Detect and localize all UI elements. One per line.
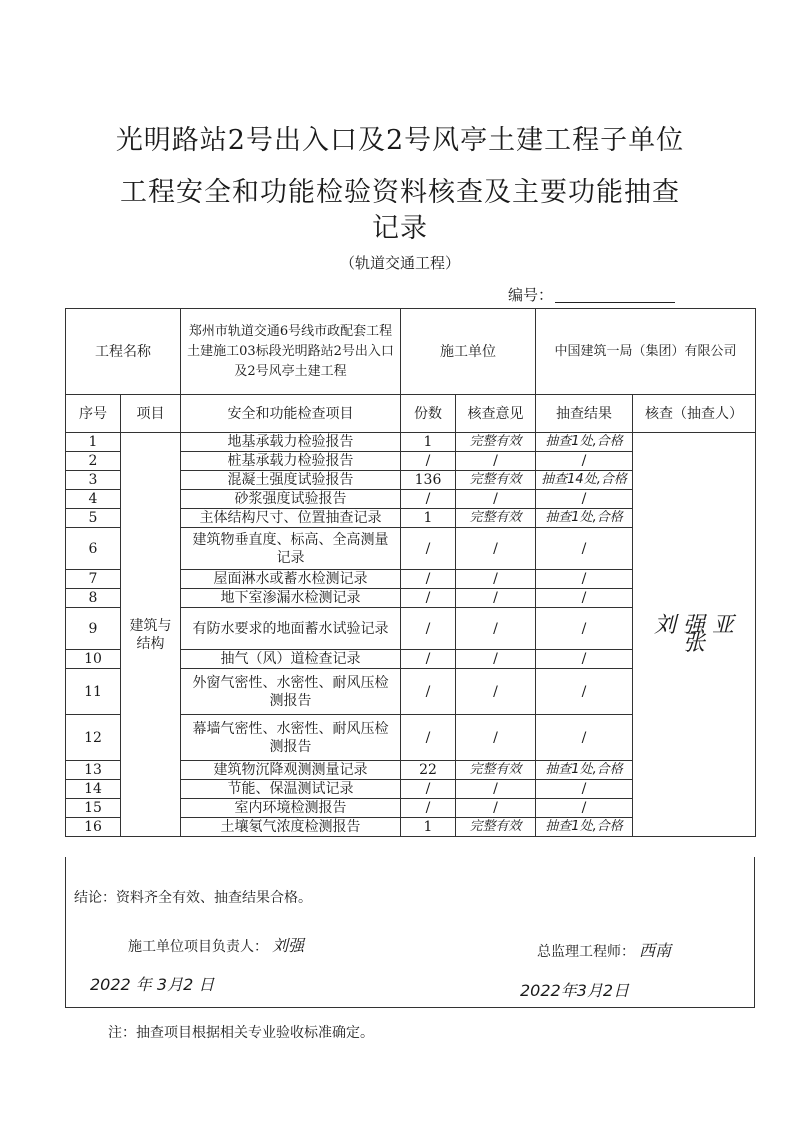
row-copies: / [401, 452, 456, 471]
row-opinion: / [456, 570, 536, 589]
row-check-item: 外窗气密性、水密性、耐风压检测报告 [181, 669, 401, 715]
row-check-item: 砂浆强度试验报告 [181, 490, 401, 509]
row-check-item: 地下室渗漏水检测记录 [181, 589, 401, 608]
category-cell: 建筑与结构 [121, 433, 181, 837]
project-name-label: 工程名称 [66, 309, 181, 395]
row-seq: 9 [66, 608, 121, 650]
row-seq: 2 [66, 452, 121, 471]
row-seq: 12 [66, 715, 121, 761]
header-check-item: 安全和功能检查项目 [181, 395, 401, 433]
row-result: / [536, 799, 633, 818]
row-check-item: 建筑物沉降观测测量记录 [181, 761, 401, 780]
row-opinion: / [456, 452, 536, 471]
row-seq: 5 [66, 509, 121, 528]
header-seq: 序号 [66, 395, 121, 433]
row-opinion: / [456, 589, 536, 608]
row-opinion: 完整有效 [456, 761, 536, 780]
row-result: / [536, 570, 633, 589]
row-opinion: / [456, 608, 536, 650]
row-seq: 7 [66, 570, 121, 589]
row-result: / [536, 490, 633, 509]
row-seq: 16 [66, 818, 121, 837]
row-seq: 6 [66, 528, 121, 570]
row-copies: / [401, 570, 456, 589]
row-copies: 1 [401, 433, 456, 452]
contractor-signature: 刘强 [272, 936, 305, 955]
row-result: / [536, 452, 633, 471]
row-result: / [536, 528, 633, 570]
row-result: 抽查1处,合格 [536, 818, 633, 837]
supervisor-signature: 西南 [639, 941, 672, 960]
row-opinion: / [456, 650, 536, 669]
footnote: 注：抽查项目根据相关专业验收标准确定。 [108, 1025, 374, 1041]
row-check-item: 混凝土强度试验报告 [181, 471, 401, 490]
header-result: 抽查结果 [536, 395, 633, 433]
document-title-line3: 记录 [372, 213, 428, 244]
row-check-item: 土壤氡气浓度检测报告 [181, 818, 401, 837]
row-check-item: 桩基承载力检验报告 [181, 452, 401, 471]
project-name-value: 郑州市轨道交通6号线市政配套工程土建施工03标段光明路站2号出入口及2号风亭土建工程 [181, 309, 401, 395]
row-copies: / [401, 780, 456, 799]
contractor-date: 2022 年 3月2 日 [90, 975, 215, 994]
row-check-item: 幕墙气密性、水密性、耐风压检测报告 [181, 715, 401, 761]
row-opinion: / [456, 780, 536, 799]
row-check-item: 屋面淋水或蓄水检测记录 [181, 570, 401, 589]
row-copies: / [401, 669, 456, 715]
row-seq: 11 [66, 669, 121, 715]
row-opinion: 完整有效 [456, 433, 536, 452]
row-copies: / [401, 589, 456, 608]
header-reviewer: 核查（抽查人） [633, 395, 756, 433]
row-copies: / [401, 650, 456, 669]
row-result: / [536, 715, 633, 761]
row-copies: / [401, 490, 456, 509]
row-check-item: 有防水要求的地面蓄水试验记录 [181, 608, 401, 650]
row-result: 抽查1处,合格 [536, 761, 633, 780]
document-title-line1: 光明路站2号出入口及2号风亭土建工程子单位 [115, 125, 685, 156]
row-check-item: 抽气（风）道检查记录 [181, 650, 401, 669]
row-seq: 13 [66, 761, 121, 780]
contractor-value: 中国建筑一局（集团）有限公司 [536, 309, 756, 395]
row-result: / [536, 650, 633, 669]
row-seq: 1 [66, 433, 121, 452]
row-seq: 15 [66, 799, 121, 818]
table-row [66, 433, 756, 452]
row-result: / [536, 589, 633, 608]
row-opinion: 完整有效 [456, 509, 536, 528]
supervisor-sign-label: 总监理工程师： [537, 944, 635, 960]
contractor-signature-block [128, 933, 304, 956]
row-opinion: / [456, 490, 536, 509]
row-opinion: / [456, 715, 536, 761]
document-title-line2: 工程安全和功能检验资料核查及主要功能抽查 [120, 177, 680, 208]
conclusion-text: 结论：资料齐全有效、抽查结果合格。 [74, 890, 312, 906]
row-result: 抽查1处,合格 [536, 509, 633, 528]
inspection-table [65, 308, 756, 837]
row-result: 抽查14处,合格 [536, 471, 633, 490]
row-copies: / [401, 715, 456, 761]
row-opinion: / [456, 528, 536, 570]
row-result: 抽查1处,合格 [536, 433, 633, 452]
row-copies: / [401, 608, 456, 650]
row-seq: 10 [66, 650, 121, 669]
contractor-label: 施工单位 [401, 309, 536, 395]
row-copies: 136 [401, 471, 456, 490]
contractor-sign-label: 施工单位项目负责人： [128, 939, 268, 955]
row-opinion: / [456, 669, 536, 715]
row-seq: 4 [66, 490, 121, 509]
row-check-item: 主体结构尺寸、位置抽查记录 [181, 509, 401, 528]
row-opinion: 完整有效 [456, 818, 536, 837]
reviewer-signature: 刘 强 亚 张 [633, 433, 756, 837]
row-seq: 3 [66, 471, 121, 490]
document-subtitle: （轨道交通工程） [339, 254, 460, 272]
row-copies: 22 [401, 761, 456, 780]
row-copies: / [401, 799, 456, 818]
row-result: / [536, 780, 633, 799]
row-copies: 1 [401, 818, 456, 837]
row-seq: 8 [66, 589, 121, 608]
row-result: / [536, 608, 633, 650]
row-check-item: 节能、保温测试记录 [181, 780, 401, 799]
doc-number-label: 编号： [508, 286, 554, 304]
row-check-item: 建筑物垂直度、标高、全高测量记录 [181, 528, 401, 570]
row-copies: 1 [401, 509, 456, 528]
header-copies: 份数 [401, 395, 456, 433]
row-check-item: 室内环境检测报告 [181, 799, 401, 818]
row-opinion: 完整有效 [456, 471, 536, 490]
row-opinion: / [456, 799, 536, 818]
supervisor-date: 2022年3月2日 [520, 981, 630, 1000]
header-opinion: 核查意见 [456, 395, 536, 433]
row-check-item: 地基承载力检验报告 [181, 433, 401, 452]
row-seq: 14 [66, 780, 121, 799]
supervisor-signature-block [537, 938, 671, 961]
row-result: / [536, 669, 633, 715]
doc-number-field [555, 302, 675, 303]
header-item: 项目 [121, 395, 181, 433]
row-copies: / [401, 528, 456, 570]
